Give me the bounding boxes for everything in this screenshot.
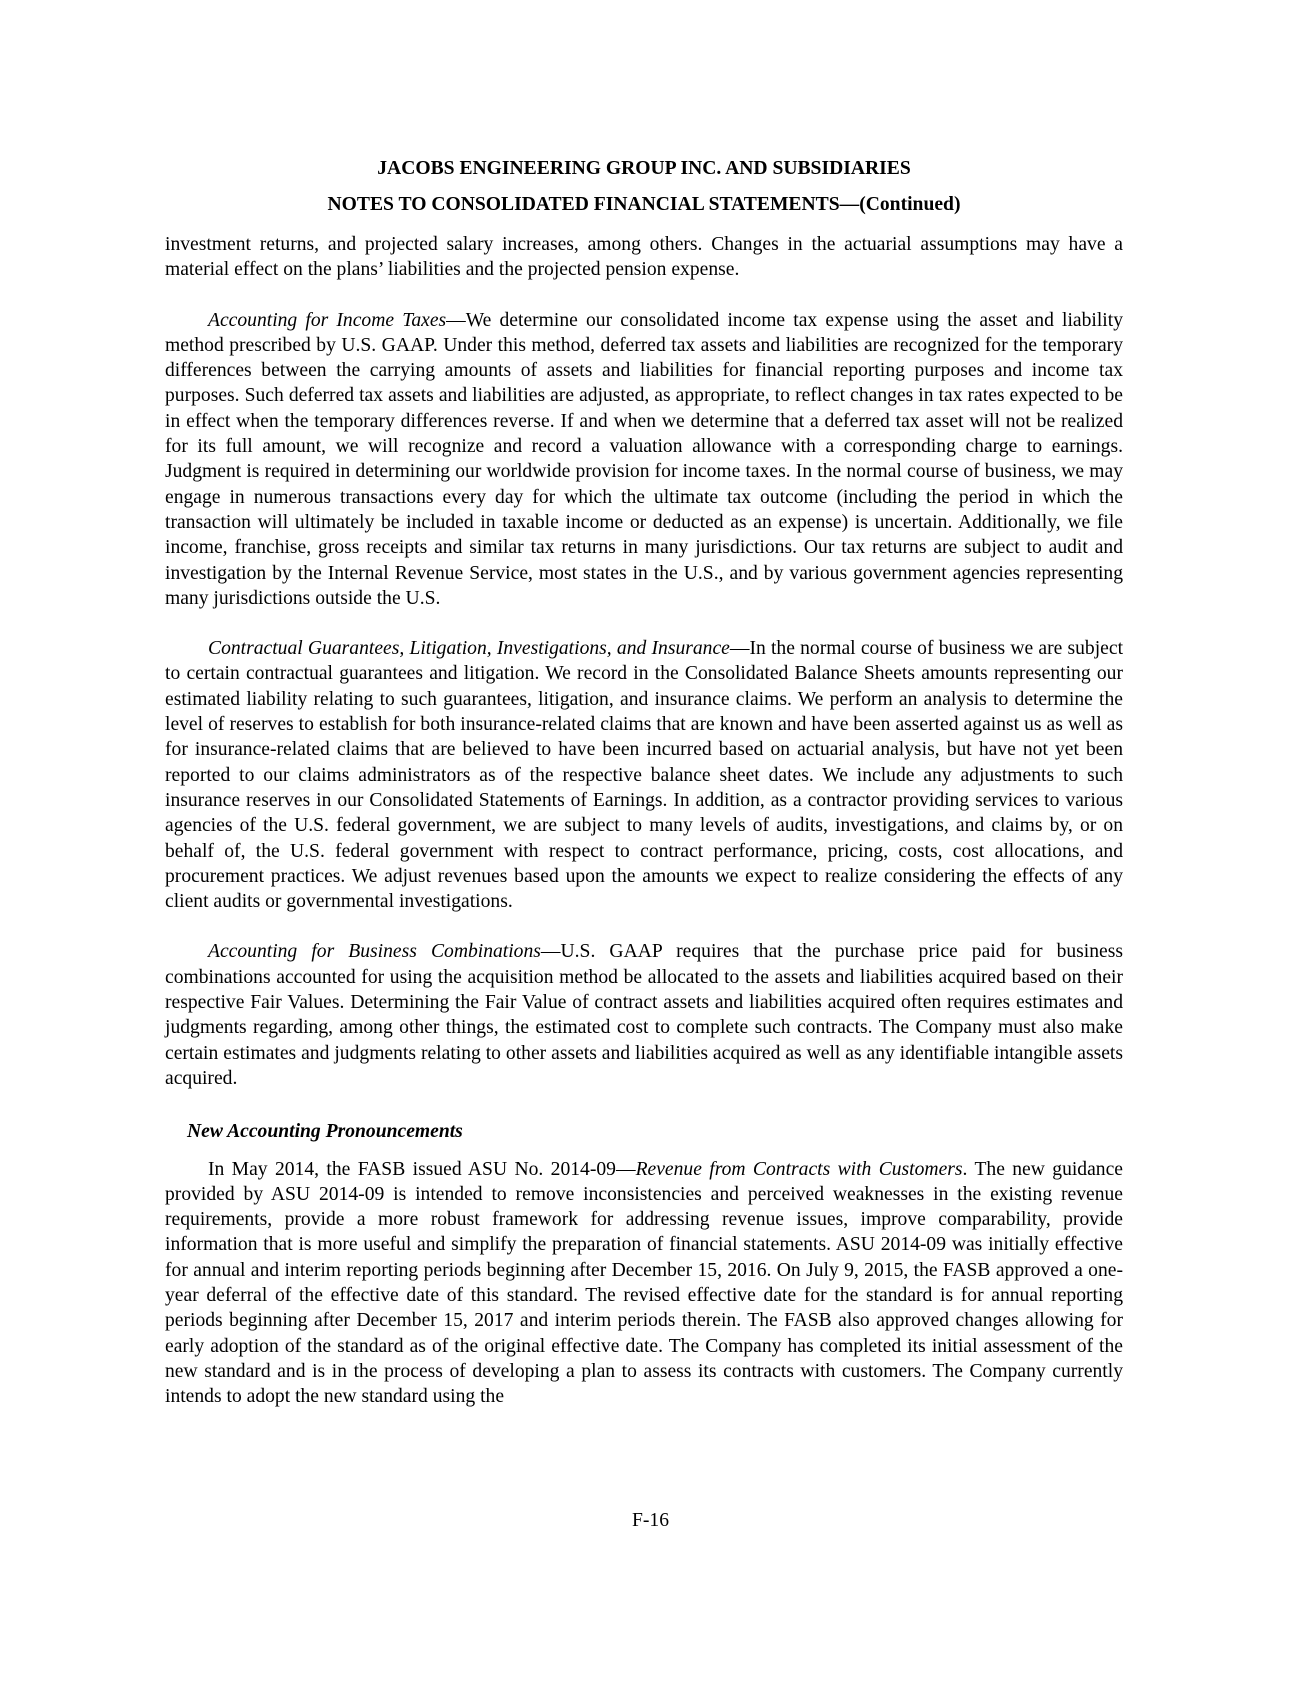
business-combinations-title: Accounting for Business Combinations	[208, 941, 541, 963]
guarantees-body: —In the normal course of business we are subject to certain contractual guarantees and litigation. We record in the Consolidated Balance Sheets amounts representing our estimated liability relating to such guarantees, litigation, and insurance claims. We perform an analysis to determine the level of reserves to establish for both insurance-related claims that are known and have been asserted against us as well as for insurance-related claims that are believed to have been incurred based on actuarial analysis, but have not yet been reported to our claims administrators as of the respective balance sheet dates. We include any adjustments to such insurance reserves in our Consolidated Statements of Earnings. In addition, as a contractor providing services to various agencies of the U.S. federal government, we are subject to many levels of audits, investigations, and claims by, or on behalf of, the U.S. federal government with respect to contract performance, pricing, costs, cost allocations, and procurement practices. We adjust revenues based upon the amounts we expect to realize considering the effects of any client audits or governmental investigations.	[165, 638, 1124, 913]
new-pronouncements-lead: In May 2014, the FASB issued ASU No. 2014-09—	[208, 1158, 636, 1180]
business-combinations-paragraph	[165, 939, 1123, 1091]
notes-heading: NOTES TO CONSOLIDATED FINANCIAL STATEMENTS—(Continued)	[327, 194, 961, 215]
new-pronouncements-paragraph	[165, 1157, 1123, 1410]
company-heading: JACOBS ENGINEERING GROUP INC. AND SUBSIDIARIES	[377, 158, 911, 179]
business-combinations-body: —U.S. GAAP requires that the purchase price paid for business combinations accounted for using the acquisition method be allocated to the assets and liabilities acquired based on their respective Fair Values. Determining the Fair Value of contract assets and liabilities acquired often requires estimates and judgments regarding, among other things, the estimated cost to complete such contracts. The Company must also make certain estimates and judgments relating to other assets and liabilities acquired as well as any identifiable intangible assets acquired.	[165, 941, 1123, 1089]
page-number: F-16	[631, 1510, 670, 1531]
continuation-paragraph: investment returns, and projected salary increases, among others. Changes in the actuarial assumptions may have a material effect on the plans’ liabilities and the projected pension expense.	[165, 234, 1123, 281]
guarantees-paragraph	[165, 636, 1123, 914]
income-taxes-title: Accounting for Income Taxes	[208, 309, 447, 331]
new-pronouncements-body: . The new guidance provided by ASU 2014-09 is intended to remove inconsistencies and perceived weaknesses in the existing revenue requirements, provide a more robust framework for addressing revenue issues, improve comparability, provide information that is more useful and simplify the preparation of financial statements. ASU 2014-09 was initially effective for annual and interim reporting periods beginning after December 15, 2016. On July 9, 2015, the FASB approved a one-year deferral of the effective date of this standard. The revised effective date for the standard is for annual reporting periods beginning after December 15, 2017 and interim periods therein. The FASB also approved changes allowing for early adoption of the standard as of the original effective date. The Company has completed its initial assessment of the new standard and is in the process of developing a plan to assess its contracts with customers. The Company currently intends to adopt the new standard using the	[165, 1158, 1123, 1408]
new-pronouncements-heading: New Accounting Pronouncements	[187, 1121, 463, 1143]
income-taxes-paragraph	[165, 308, 1123, 612]
guarantees-title: Contractual Guarantees, Litigation, Investigations, and Insurance	[208, 638, 730, 660]
income-taxes-body: —We determine our consolidated income tax expense using the asset and liability method prescribed by U.S. GAAP. Under this method, deferred tax assets and liabilities are recognized for the temporary differences between the carrying amounts of assets and liabilities for financial reporting purposes and income tax purposes. Such deferred tax assets and liabilities are adjusted, as appropriate, to reflect changes in tax rates expected to be in effect when the temporary differences reverse. If and when we determine that a deferred tax asset will not be realized for its full amount, we will recognize and record a valuation allowance with a corresponding charge to earnings. Judgment is required in determining our worldwide provision for income taxes. In the normal course of business, we may engage in numerous transactions every day for which the ultimate tax outcome (including the period in which the transaction will ultimately be included in taxable income or deducted as an expense) is uncertain. Additionally, we file income, franchise, gross receipts and similar tax returns in many jurisdictions. Our tax returns are subject to audit and investigation by the Internal Revenue Service, most states in the U.S., and by various government agencies representing many jurisdictions outside the U.S.	[165, 309, 1123, 609]
asu-title: Revenue from Contracts with Customers	[635, 1158, 963, 1180]
document-page	[165, 156, 1123, 1434]
